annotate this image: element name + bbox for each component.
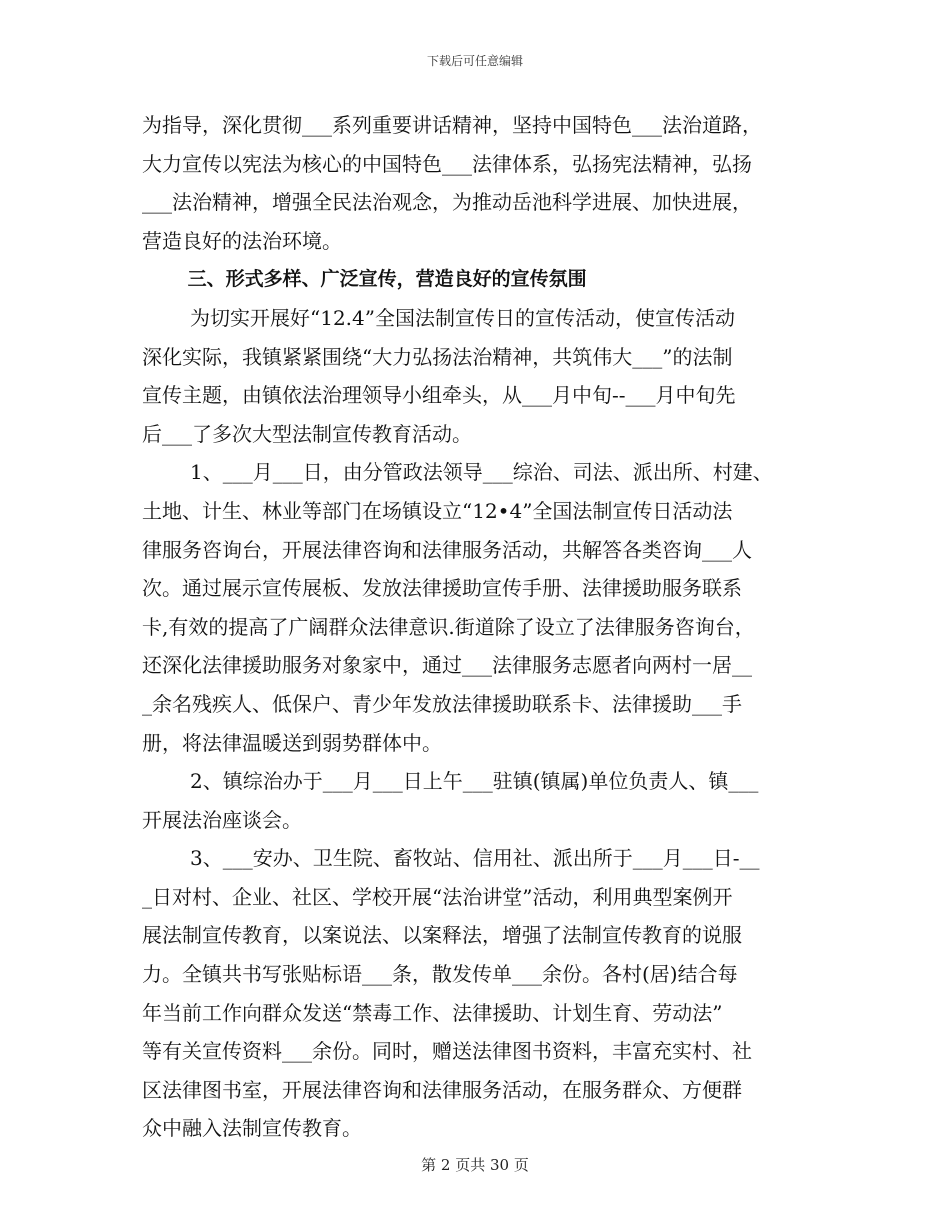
body-text-line: 土地、计生、林业等部门在场镇设立“12•4”全国法制宣传日活动法 xyxy=(142,498,733,523)
body-text-line: 律服务咨询台，开展法律咨询和法律服务活动，共解答各类咨询___人 xyxy=(142,537,752,562)
body-text-line: 展法制宣传教育，以案说法、以案释法，增强了法制宣传教育的说服 xyxy=(142,923,742,948)
body-text-line: 册，将法律温暖送到弱势群体中。 xyxy=(142,730,442,755)
body-text-line: 年当前工作向群众发送“禁毒工作、法律援助、计划生育、劳动法” xyxy=(142,1000,723,1025)
body-text-line: 后___了多次大型法制宣传教育活动。 xyxy=(142,421,472,446)
page-footer: 第 2 页共 30 页 xyxy=(421,1156,529,1174)
body-text-line: 次。通过展示宣传展板、发放法律援助宣传手册、法律援助服务联系 xyxy=(142,576,742,601)
body-text-line: 宣传主题，由镇依法治理领导小组牵头，从___月中旬--___月中旬先 xyxy=(142,383,736,408)
section-heading: 三、形式多样、广泛宣传，营造良好的宣传氛围 xyxy=(187,268,587,291)
document-body xyxy=(142,106,810,1148)
body-text-line: 区法律图书室，开展法律咨询和法律服务活动，在服务群众、方便群 xyxy=(142,1077,742,1102)
body-text-line: 1、___月___日，由分管政法领导___综治、司法、派出所、村建、 xyxy=(190,460,773,485)
body-text-line: 还深化法律援助服务对象家中，通过___法律服务志愿者向两村一居__ xyxy=(142,653,752,678)
body-text-line: _余名残疾人、低保户、青少年发放法律援助联系卡、法律援助___手 xyxy=(142,691,742,716)
body-text-line: 3、___安办、卫生院、畜牧站、信用社、派出所于___月___日-__ xyxy=(190,846,760,871)
body-text-line: 为切实开展好“12.4”全国法制宣传日的宣传活动，使宣传活动 xyxy=(190,305,735,330)
body-text-line: 营造良好的法治环境。 xyxy=(142,228,342,253)
body-text-line: 深化实际，我镇紧紧围绕“大力弘扬法治精神，共筑伟大___”的法制 xyxy=(142,344,733,369)
body-text-line: 为指导，深化贯彻___系列重要讲话精神，坚持中国特色___法治道路， xyxy=(142,113,762,137)
body-text-line: 卡,有效的提高了广阔群众法律意识.街道除了设立了法律服务咨询台， xyxy=(142,614,755,639)
body-text-line: 等有关宣传资料___余份。同时，赠送法律图书资料，丰富充实村、社 xyxy=(142,1039,752,1064)
page-header: 下载后可任意编辑 xyxy=(426,54,523,68)
body-text-line: _日对村、企业、社区、学校开展“法治讲堂”活动，利用典型案例开 xyxy=(142,884,733,909)
body-text-line: ___法治精神，增强全民法治观念，为推动岳池科学进展、加快进展， xyxy=(142,190,752,215)
body-text-line: 众中融入法制宣传教育。 xyxy=(142,1116,362,1141)
body-text-line: 开展法治座谈会。 xyxy=(142,807,302,832)
body-text-line: 力。全镇共书写张贴标语___条，散发传单___余份。各村(居)结合每 xyxy=(142,962,738,987)
body-text-line: 2、镇综治办于___月___日上午___驻镇(镇属)单位负责人、镇___ xyxy=(190,769,759,794)
body-text-line: 大力宣传以宪法为核心的中国特色___法律体系，弘扬宪法精神，弘扬 xyxy=(142,151,752,176)
